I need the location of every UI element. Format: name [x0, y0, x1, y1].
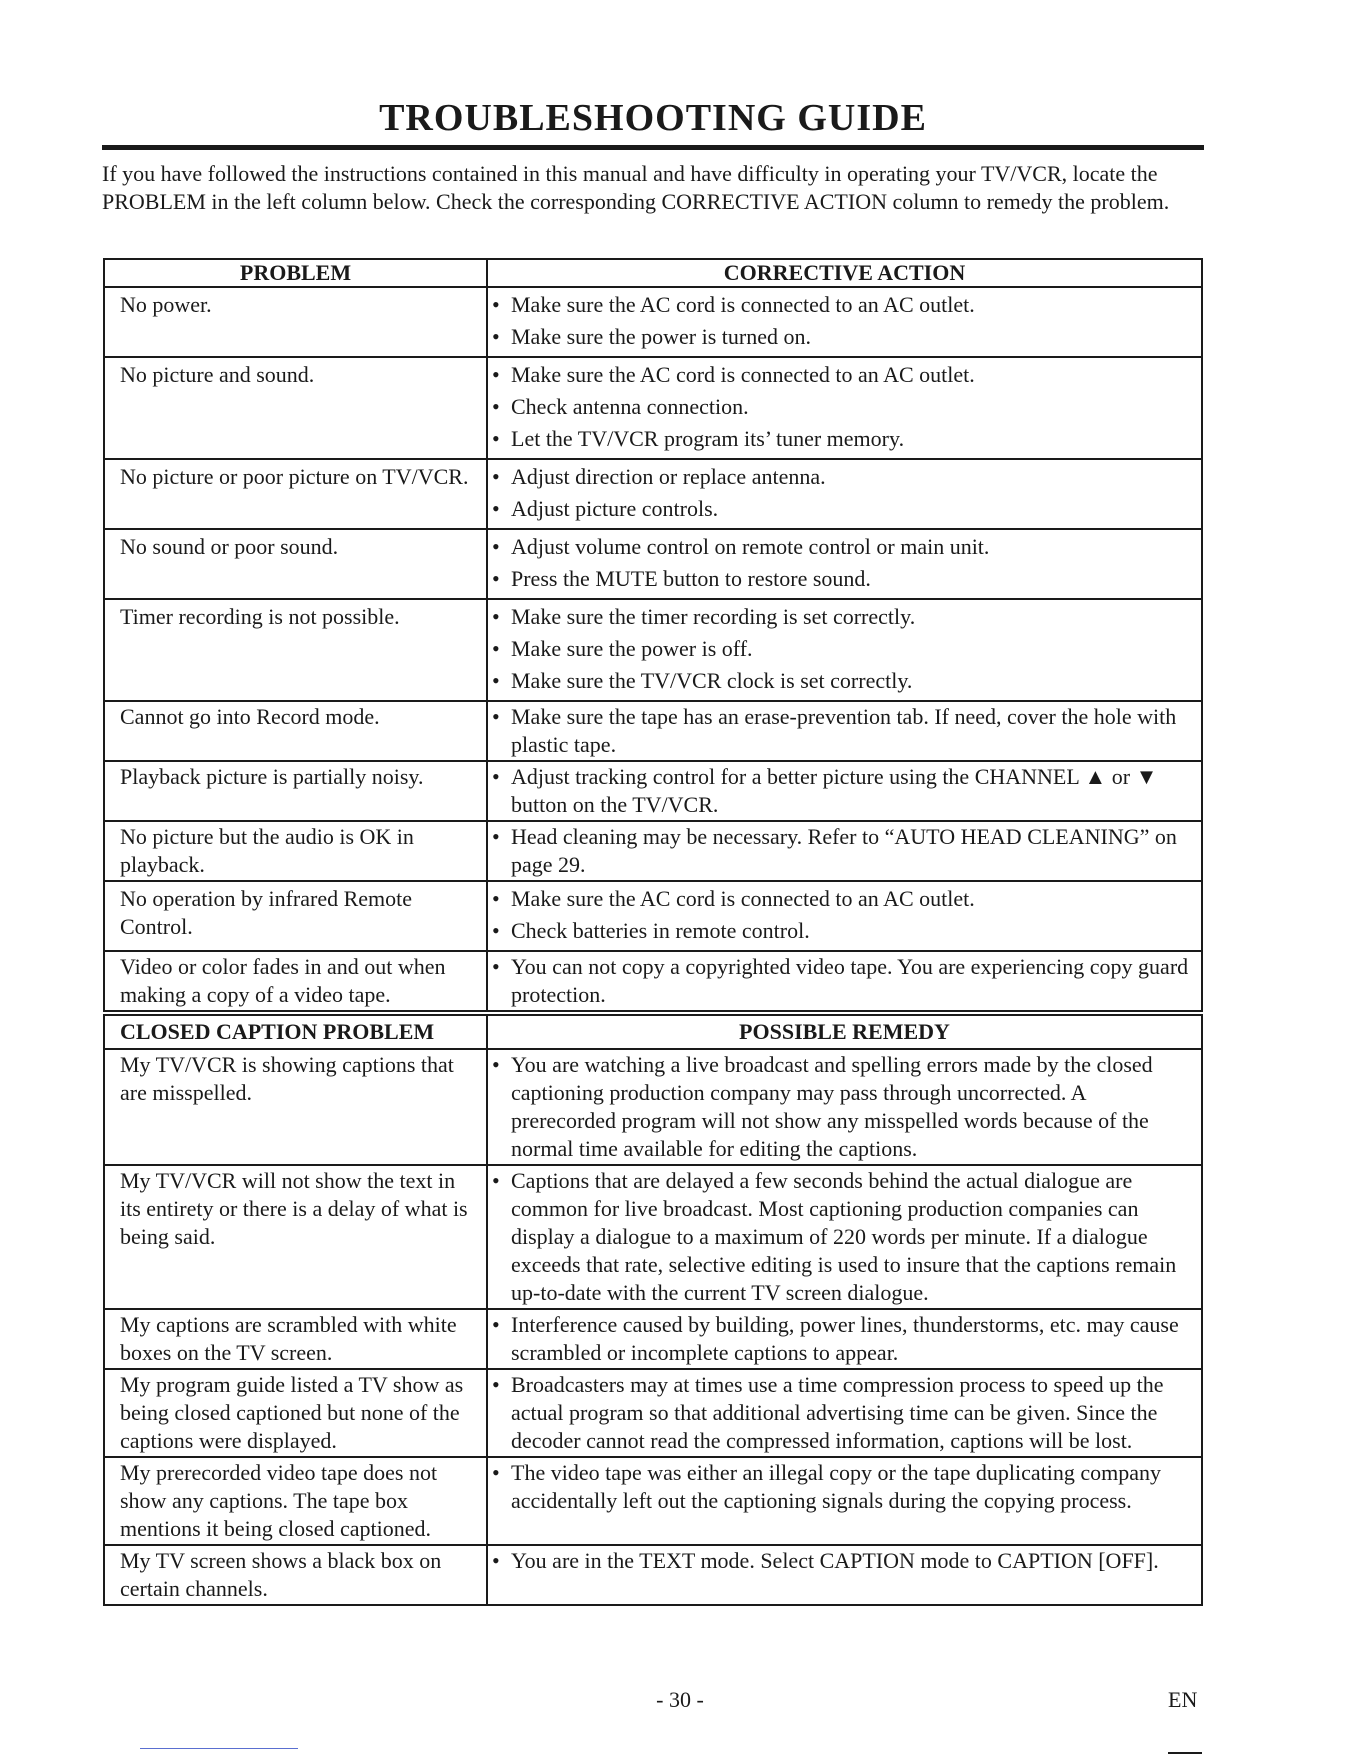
bullet-item — [492, 635, 1195, 663]
corrective-action-header: CORRECTIVE ACTION — [487, 259, 1202, 287]
bullet-item — [492, 323, 1195, 351]
table-row — [104, 1545, 1202, 1605]
closed-caption-table — [103, 1014, 1203, 1606]
bullet-item — [492, 603, 1195, 631]
bullet-item — [492, 291, 1195, 319]
bullet-text: Check antenna connection. — [511, 394, 749, 419]
bullet-text: The video tape was either an illegal copy or the tape duplicating company accidentally left out the captioning signals during the copying process. — [511, 1460, 1161, 1513]
caption-problem-cell: My captions are scrambled with white boxes on the TV screen. — [104, 1309, 487, 1369]
bullet-item — [492, 703, 1195, 759]
bullet-text: Make sure the power is off. — [511, 636, 753, 661]
table-row — [104, 951, 1202, 1011]
troubleshooting-table-body — [104, 287, 1202, 1011]
table-row — [104, 529, 1202, 599]
remedy-cell — [487, 1309, 1202, 1369]
bullet-icon: • — [492, 764, 500, 789]
caption-problem-cell: My program guide listed a TV show as being closed captioned but none of the captions were displayed. — [104, 1369, 487, 1457]
bullet-item — [492, 495, 1195, 523]
bullet-text: You are watching a live broadcast and spelling errors made by the closed captioning production company may pass through uncorrected. A prerecorded program will not show any misspelled words because of the normal time available for editing the captions. — [511, 1052, 1153, 1161]
action-cell — [487, 701, 1202, 761]
problem-cell: Playback picture is partially noisy. — [104, 761, 487, 821]
bullet-icon: • — [492, 1312, 500, 1337]
bullet-item — [492, 885, 1195, 913]
bullet-text: You can not copy a copyrighted video tape. You are experiencing copy guard protection. — [511, 954, 1189, 1007]
bullet-icon: • — [492, 704, 500, 729]
bullet-text: Interference caused by building, power lines, thunderstorms, etc. may cause scrambled or incomplete captions to appear. — [511, 1312, 1179, 1365]
bullet-item — [492, 667, 1195, 695]
troubleshooting-table — [103, 258, 1203, 1012]
bullet-text: Make sure the tape has an erase-prevention tab. If need, cover the hole with plastic tape. — [511, 704, 1177, 757]
table-row — [104, 761, 1202, 821]
bullet-icon: • — [492, 426, 500, 451]
bullet-item — [492, 823, 1195, 879]
bullet-icon: • — [492, 292, 500, 317]
bullet-icon: • — [492, 954, 500, 979]
remedy-cell — [487, 1545, 1202, 1605]
page-title: TROUBLESHOOTING GUIDE — [379, 97, 927, 139]
bullet-item — [492, 463, 1195, 491]
bullet-text: Make sure the power is turned on. — [511, 324, 811, 349]
bullet-text: Head cleaning may be necessary. Refer to “AUTO HEAD CLEANING” on page 29. — [511, 824, 1177, 877]
bullet-item — [492, 1459, 1195, 1515]
problem-cell: Timer recording is not possible. — [104, 599, 487, 701]
action-cell — [487, 357, 1202, 459]
action-cell — [487, 599, 1202, 701]
bullet-text: Captions that are delayed a few seconds behind the actual dialogue are common for live broadcast. Most captioning production companies can display a dialogue to a maximum of 220 words per minute. If a dialogue exceeds that rate, selective editing is used to insure that the captions remain up-to-date with the current TV screen dialogue. — [511, 1168, 1177, 1305]
bullet-item — [492, 1371, 1195, 1455]
table-row — [104, 287, 1202, 357]
table-header-row — [104, 1015, 1202, 1049]
caption-problem-cell: My TV/VCR will not show the text in its entirety or there is a delay of what is being said. — [104, 1165, 487, 1309]
action-cell — [487, 821, 1202, 881]
table-row — [104, 459, 1202, 529]
table-row — [104, 701, 1202, 761]
bullet-text: Make sure the AC cord is connected to an AC outlet. — [511, 886, 975, 911]
bullet-item — [492, 1547, 1195, 1575]
bullet-item — [492, 1311, 1195, 1367]
bullet-icon: • — [492, 604, 500, 629]
action-cell — [487, 529, 1202, 599]
action-cell — [487, 951, 1202, 1011]
bullet-text: Let the TV/VCR program its’ tuner memory. — [511, 426, 905, 451]
problem-cell: Cannot go into Record mode. — [104, 701, 487, 761]
problem-header: PROBLEM — [104, 259, 487, 287]
bullet-item — [492, 1167, 1195, 1307]
bullet-icon: • — [492, 1372, 500, 1397]
problem-cell: No sound or poor sound. — [104, 529, 487, 599]
problem-cell: Video or color fades in and out when making a copy of a video tape. — [104, 951, 487, 1011]
bullet-item — [492, 533, 1195, 561]
table-row — [104, 599, 1202, 701]
remedy-cell — [487, 1369, 1202, 1457]
bullet-item — [492, 393, 1195, 421]
bullet-text: Make sure the timer recording is set correctly. — [511, 604, 916, 629]
bullet-icon: • — [492, 324, 500, 349]
table-row — [104, 1457, 1202, 1545]
bullet-text: Check batteries in remote control. — [511, 918, 810, 943]
bullet-item — [492, 953, 1195, 1009]
bullet-icon: • — [492, 668, 500, 693]
action-cell — [487, 459, 1202, 529]
language-code: EN — [1168, 1687, 1198, 1712]
bullet-icon: • — [492, 1548, 500, 1573]
table-row — [104, 1165, 1202, 1309]
bullet-item — [492, 361, 1195, 389]
bullet-icon: • — [492, 918, 500, 943]
bullet-text: Adjust direction or replace antenna. — [511, 464, 826, 489]
bullet-icon: • — [492, 1168, 500, 1193]
bullet-text: You are in the TEXT mode. Select CAPTION mode to CAPTION [OFF]. — [511, 1548, 1159, 1573]
problem-cell: No picture or poor picture on TV/VCR. — [104, 459, 487, 529]
footer-rule — [140, 1748, 298, 1749]
problem-cell: No operation by infrared Remote Control. — [104, 881, 487, 951]
table-row — [104, 1369, 1202, 1457]
intro-paragraph: If you have followed the instructions contained in this manual and have difficulty in operating your TV/VCR, locate the PROBLEM in the left column below. Check the corresponding CORRECTIVE ACTION column to remedy the problem. — [102, 161, 1170, 214]
bullet-icon: • — [492, 886, 500, 911]
table-row — [104, 357, 1202, 459]
caption-problem-cell: My TV screen shows a black box on certain channels. — [104, 1545, 487, 1605]
bullet-item — [492, 763, 1195, 819]
table-row — [104, 821, 1202, 881]
bullet-text: Broadcasters may at times use a time compression process to speed up the actual program so that additional advertising time can be given. Since the decoder cannot read the compressed information, captions will be lost. — [511, 1372, 1164, 1453]
bullet-icon: • — [492, 566, 500, 591]
remedy-cell — [487, 1049, 1202, 1165]
page-number: - 30 - — [656, 1687, 704, 1712]
closed-caption-table-body — [104, 1049, 1202, 1605]
bullet-icon: • — [492, 394, 500, 419]
caption-problem-cell: My TV/VCR is showing captions that are misspelled. — [104, 1049, 487, 1165]
bullet-icon: • — [492, 824, 500, 849]
bullet-text: Adjust picture controls. — [511, 496, 719, 521]
bullet-item — [492, 917, 1195, 945]
bullet-icon: • — [492, 534, 500, 559]
problem-cell: No picture and sound. — [104, 357, 487, 459]
bullet-item — [492, 425, 1195, 453]
bullet-text: Adjust volume control on remote control or main unit. — [511, 534, 990, 559]
caption-problem-cell: My prerecorded video tape does not show any captions. The tape box mentions it being closed captioned. — [104, 1457, 487, 1545]
bullet-text: Make sure the AC cord is connected to an AC outlet. — [511, 292, 975, 317]
action-cell — [487, 881, 1202, 951]
closed-caption-problem-header: CLOSED CAPTION PROBLEM — [104, 1015, 487, 1049]
table-row — [104, 881, 1202, 951]
bullet-icon: • — [492, 496, 500, 521]
bullet-icon: • — [492, 362, 500, 387]
problem-cell: No picture but the audio is OK in playback. — [104, 821, 487, 881]
remedy-cell — [487, 1165, 1202, 1309]
possible-remedy-header: POSSIBLE REMEDY — [487, 1015, 1202, 1049]
table-row — [104, 1049, 1202, 1165]
bullet-icon: • — [492, 1052, 500, 1077]
bullet-text: Adjust tracking control for a better picture using the CHANNEL ▲ or ▼ button on the TV/VCR. — [511, 764, 1158, 817]
remedy-cell — [487, 1457, 1202, 1545]
bullet-icon: • — [492, 1460, 500, 1485]
title-rule — [102, 145, 1204, 150]
action-cell — [487, 287, 1202, 357]
bullet-item — [492, 565, 1195, 593]
action-cell — [487, 761, 1202, 821]
bullet-item — [492, 1051, 1195, 1163]
table-row — [104, 1309, 1202, 1369]
table-header-row — [104, 259, 1202, 287]
bullet-text: Make sure the TV/VCR clock is set correctly. — [511, 668, 913, 693]
bullet-text: Make sure the AC cord is connected to an AC outlet. — [511, 362, 975, 387]
bullet-text: Press the MUTE button to restore sound. — [511, 566, 871, 591]
bullet-icon: • — [492, 464, 500, 489]
footer-rule — [1168, 1752, 1202, 1754]
problem-cell: No power. — [104, 287, 487, 357]
bullet-icon: • — [492, 636, 500, 661]
